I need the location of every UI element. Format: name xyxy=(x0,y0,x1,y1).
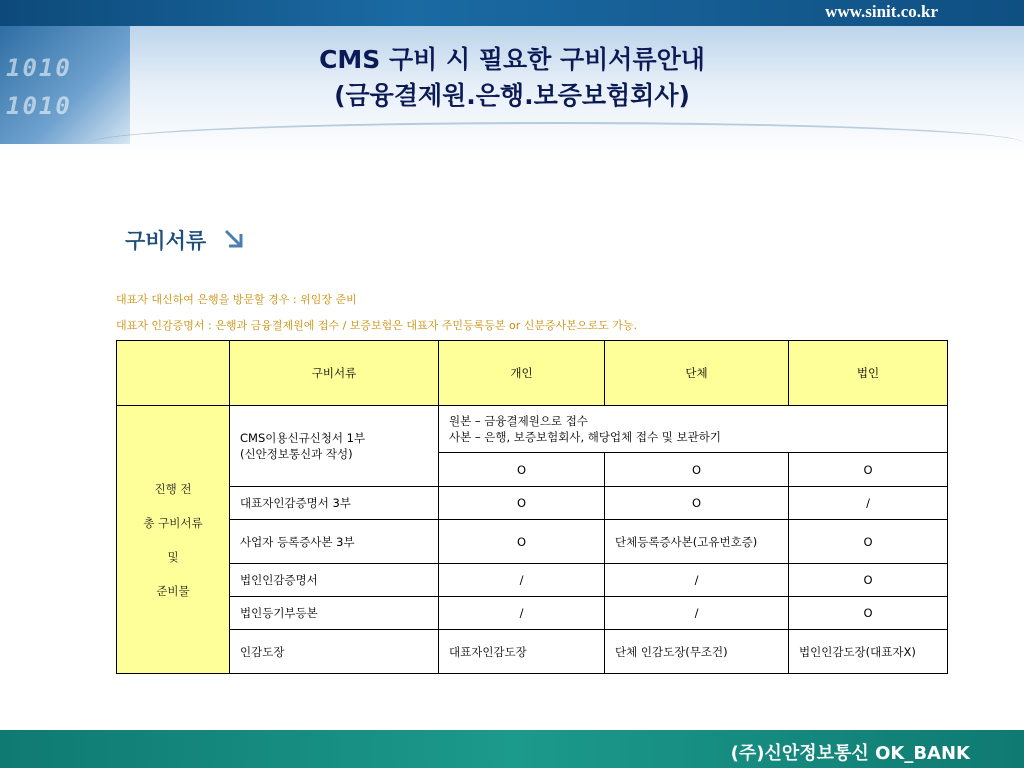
cell-group: 단체 인감도장(무조건) xyxy=(605,630,789,674)
cell-group: O xyxy=(605,487,789,520)
table-row xyxy=(117,564,948,597)
cell-personal: O xyxy=(439,520,605,564)
cell-corporation: O xyxy=(789,564,948,597)
footer-band xyxy=(0,730,1024,768)
doc-cms-application: CMS이용신규신청서 1부 (신안정보통신과 작성) xyxy=(230,406,439,487)
note-seal-certificate: 대표자 인감증명서 : 은행과 금융결제원에 접수 / 보증보험은 대표자 주민등록등본 or 신분증사본으로도 가능. xyxy=(116,319,638,332)
table-row xyxy=(117,520,948,564)
cell-personal: 대표자인감도장 xyxy=(439,630,605,674)
cell-group: / xyxy=(605,597,789,630)
cell-corporation: O xyxy=(789,453,948,487)
table-header-row xyxy=(117,341,948,406)
stage-label-line: 및 xyxy=(167,549,179,564)
header-cell-empty xyxy=(117,341,230,406)
header-cell-personal: 개인 xyxy=(439,341,605,406)
header-cell-corporation: 법인 xyxy=(789,341,948,406)
documents-table xyxy=(116,340,948,674)
stage-label-cell xyxy=(117,406,230,674)
binary-text: 1010 xyxy=(6,54,72,82)
doc-rep-seal-certificate: 대표자인감증명서 3부 xyxy=(230,487,439,520)
arrow-down-right-icon xyxy=(221,226,247,252)
cell-personal: O xyxy=(439,453,605,487)
cell-group: O xyxy=(605,453,789,487)
banner-sweep-line xyxy=(90,122,1024,156)
doc-corp-seal-certificate: 법인인감증명서 xyxy=(230,564,439,597)
company-name: (주)신안정보통신 xyxy=(730,743,869,764)
table-row xyxy=(117,487,948,520)
cell-personal: O xyxy=(439,487,605,520)
product-name: OK_BANK xyxy=(875,743,970,764)
table-row xyxy=(117,597,948,630)
cell-corporation: 법인인감도장(대표자X) xyxy=(789,630,948,674)
cell-group: 단체등록증사본(고유번호증) xyxy=(605,520,789,564)
cell-corporation: / xyxy=(789,487,948,520)
doc-corp-registry: 법인등기부등본 xyxy=(230,597,439,630)
binary-text: 1010 xyxy=(6,92,72,120)
doc-business-registration: 사업자 등록증사본 3부 xyxy=(230,520,439,564)
page-subtitle: (금융결제원.은행.보증보험회사) xyxy=(334,81,690,110)
cell-group: / xyxy=(605,564,789,597)
cms-submission-note: 원본 – 금융결제원으로 접수 사본 – 은행, 보증보험회사, 해당업체 접수 및 보관하기 xyxy=(439,406,948,453)
page-title: CMS 구비 시 필요한 구비서류안내 xyxy=(319,45,705,74)
footer-brand xyxy=(731,739,970,765)
stage-label-line: 진행 전 xyxy=(154,481,192,496)
stage-label-line: 준비물 xyxy=(156,583,190,598)
header-cell-group: 단체 xyxy=(605,341,789,406)
table-row xyxy=(117,406,948,453)
cell-personal: / xyxy=(439,564,605,597)
header-cell-documents: 구비서류 xyxy=(230,341,439,406)
cell-corporation: O xyxy=(789,520,948,564)
note-proxy-visit: 대표자 대신하여 은행을 방문할 경우 : 위임장 준비 xyxy=(116,293,357,306)
table-row xyxy=(117,630,948,674)
doc-seal: 인감도장 xyxy=(230,630,439,674)
section-heading: 구비서류 xyxy=(125,229,207,253)
cell-corporation: O xyxy=(789,597,948,630)
website-url[interactable]: www.sinit.co.kr xyxy=(825,2,938,21)
stage-label-line: 총 구비서류 xyxy=(143,515,203,530)
cell-personal: / xyxy=(439,597,605,630)
top-band xyxy=(0,0,1024,26)
